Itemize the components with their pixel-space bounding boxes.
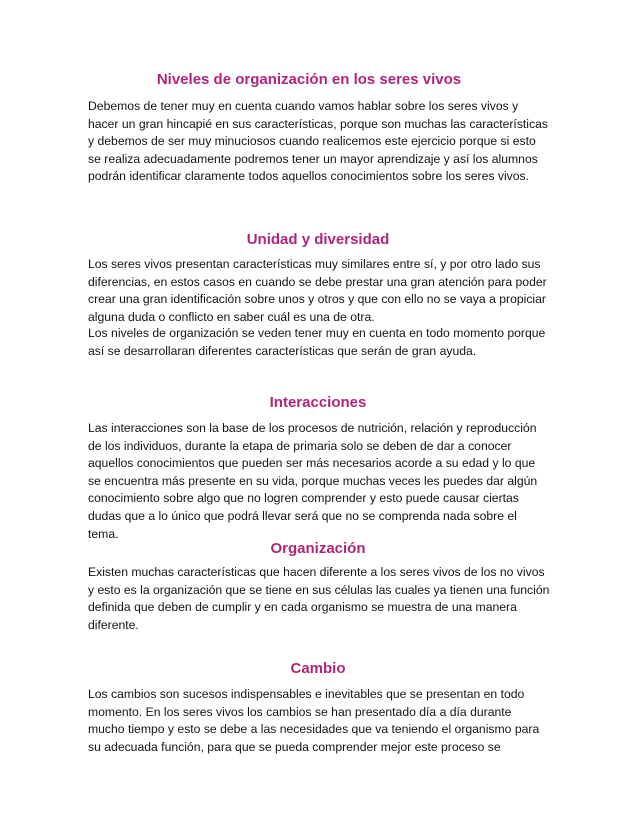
section-heading-organizacion: Organización bbox=[270, 540, 366, 557]
section-heading-cambio: Cambio bbox=[290, 660, 346, 677]
page-title: Niveles de organización en los seres vivos bbox=[156, 71, 462, 88]
section-paragraph: Los seres vivos presentan características muy similares entre sí, y por otro lado sus diferencias, en estos casos en cuando se debe prestar una gran atención para poder crear una gran identificación sobre unos y otros y que con ello no se vaya a propiciar alguna duda o conflicto en saber cuál es una de otra. bbox=[88, 257, 547, 324]
intro-paragraph: Debemos de tener muy en cuenta cuando vamos hablar sobre los seres vivos y hacer un gran hincapié en sus características, porque son muchas las características y debemos de ser muy minuciosos cuando realicemos este ejercicio porque si esto se realiza adecuadamente podremos tener un mayor aprendizaje y así los alumnos podrán identificar claramente todos aquellos conocimientos sobre los seres vivos. bbox=[88, 99, 548, 184]
section-paragraph: Existen muchas características que hacen diferente a los seres vivos de los no vivos y esto es la organización que se tiene en sus células las cuales ya tienen una función definida que deben de cumplir y en cada organismo se muestra de una manera diferente. bbox=[88, 565, 550, 632]
section-paragraph: Los niveles de organización se veden tener muy en cuenta en todo momento porque así se desarrollaran diferentes características que serán de gran ayuda. bbox=[88, 326, 546, 358]
section-heading-unidad-diversidad: Unidad y diversidad bbox=[246, 231, 390, 248]
section-paragraph: Las interacciones son la base de los procesos de nutrición, relación y reproducción de los individuos, durante la etapa de primaria solo se deben de dar a conocer aquellos conocimientos que pueden ser más necesarios acorde a su edad y lo que se encuentra más presente en su vida, porque muchas veces les puedes dar algún conocimiento sobre algo que no logren comprender y esto puede causar ciertas dudas que a lo único que podrá llevar será que no se comprenda nada sobre el tema. bbox=[88, 421, 538, 541]
section-paragraph: Los cambios son sucesos indispensables e inevitables que se presentan en todo momento. En los seres vivos los cambios se han presentado día a día durante mucho tiempo y esto se debe a las necesidades que va teniendo el organismo para su adecuada función, para que se pueda comprender mejor este proceso se bbox=[88, 687, 540, 754]
section-heading-interacciones: Interacciones bbox=[269, 394, 367, 411]
